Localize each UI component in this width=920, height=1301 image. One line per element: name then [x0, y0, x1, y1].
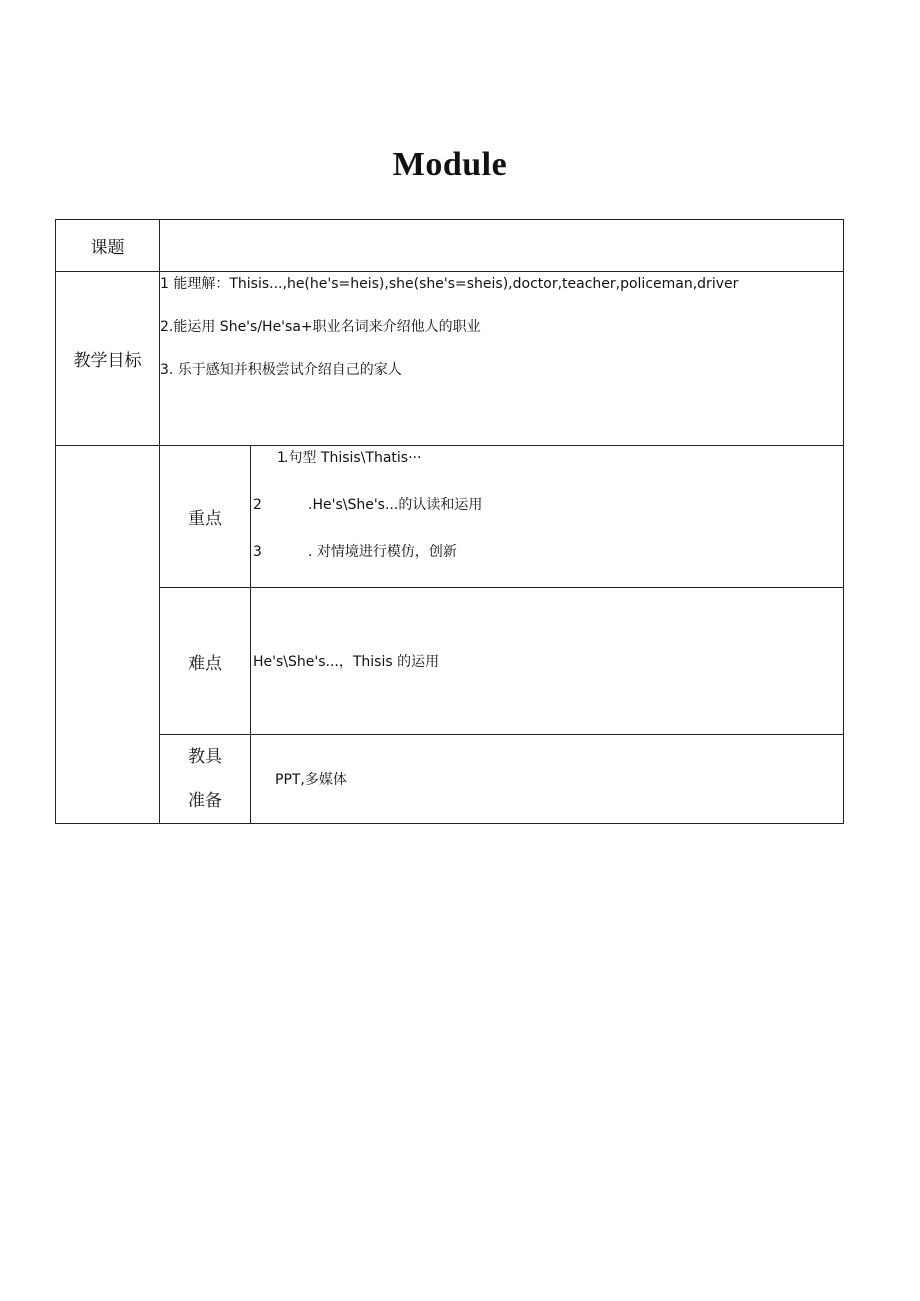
difficulties-text: He's\She's...，Thisis 的运用 — [251, 588, 844, 735]
key-points-row — [56, 446, 844, 588]
tools-label-line2: 准备 — [188, 791, 222, 811]
objective-item: 1 能理解：Thisis...,he(he's=heis),she(she's=sheis),doctor,teacher,policeman,driver — [160, 276, 739, 292]
key-point-item — [251, 495, 843, 515]
tools-row — [56, 735, 844, 824]
key-point-item — [251, 542, 843, 562]
key-point-text: .句型 Thisis\Thatis··· — [284, 450, 422, 466]
topic-row — [56, 220, 844, 272]
key-point-number: 1 — [277, 450, 286, 466]
objective-item: 2.能运用 She's/He'sa+职业名词来介绍他人的职业 — [160, 319, 481, 335]
page-title: Module — [392, 146, 508, 183]
objective-item: 3. 乐于感知并积极尝试介绍自己的家人 — [160, 362, 402, 378]
objectives-label: 教学目标 — [56, 272, 160, 446]
objectives-row — [56, 272, 844, 446]
merged-empty-cell — [56, 446, 160, 824]
tools-label-line1: 教具 — [188, 747, 222, 767]
lesson-plan-table — [55, 219, 844, 824]
topic-value — [160, 220, 844, 272]
key-point-number: 2 — [253, 497, 262, 513]
key-points-label: 重点 — [160, 446, 251, 588]
objectives-cell — [160, 272, 844, 446]
tools-text: PPT,多媒体 — [251, 735, 844, 824]
key-point-number: 3 — [253, 544, 262, 560]
key-point-item — [251, 448, 843, 468]
key-point-text: .He's\She's...的认读和运用 — [308, 497, 483, 513]
tools-label — [160, 735, 251, 824]
key-point-text: . 对情境进行模仿，创新 — [308, 544, 457, 560]
difficulties-label: 难点 — [160, 588, 251, 735]
key-points-cell — [251, 446, 844, 588]
topic-label: 课题 — [56, 220, 160, 272]
difficulties-row — [56, 588, 844, 735]
